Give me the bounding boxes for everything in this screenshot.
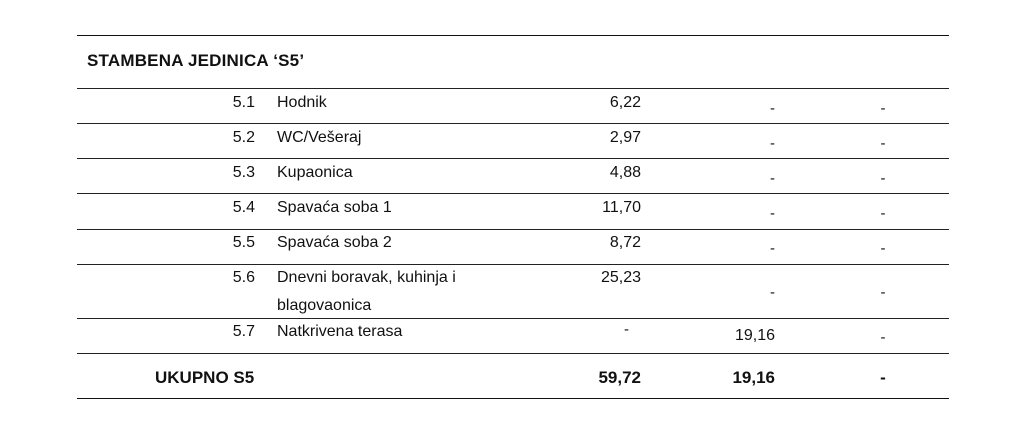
row-number: 5.7	[232, 323, 255, 340]
room-name: Spavaća soba 1	[277, 199, 392, 216]
total-label: UKUPNO S5	[155, 368, 255, 387]
row-divider	[77, 264, 949, 265]
row-divider	[77, 123, 949, 124]
other-value: -	[880, 170, 886, 187]
other-value: -	[880, 284, 886, 301]
total-terrace-value: 19,16	[732, 368, 775, 387]
other-value: -	[880, 135, 886, 152]
row-divider	[77, 353, 949, 354]
row-divider	[77, 318, 949, 319]
area-value: 11,70	[602, 199, 641, 216]
area-value: 4,88	[609, 164, 641, 181]
other-value: -	[880, 240, 886, 257]
terrace-value: -	[770, 284, 775, 301]
table-title: STAMBENA JEDINICA ‘S5’	[87, 51, 305, 70]
row-divider	[77, 88, 949, 89]
row-number: 5.5	[232, 234, 255, 251]
table-bottom-border	[77, 398, 949, 399]
row-divider	[77, 193, 949, 194]
total-other-value: -	[880, 368, 886, 387]
room-name: Natkrivena terasa	[277, 323, 403, 340]
row-divider	[77, 158, 949, 159]
row-number: 5.2	[232, 129, 255, 146]
terrace-value: 19,16	[734, 327, 775, 344]
room-name: Spavaća soba 2	[277, 234, 392, 251]
room-name: Kupaonica	[277, 164, 353, 181]
row-number: 5.4	[232, 199, 255, 216]
terrace-value: -	[770, 135, 775, 152]
table-top-border	[77, 35, 949, 36]
area-value: 8,72	[609, 234, 641, 251]
area-value: 6,22	[609, 94, 641, 111]
row-divider	[77, 229, 949, 230]
room-name: WC/Vešeraj	[277, 129, 362, 146]
other-value: -	[880, 100, 886, 117]
terrace-value: -	[770, 240, 775, 257]
row-number: 5.3	[232, 164, 255, 181]
terrace-value: -	[770, 170, 775, 187]
area-value: 25,23	[600, 269, 641, 286]
total-area-value: 59,72	[598, 368, 641, 387]
room-name: Hodnik	[277, 94, 327, 111]
terrace-value: -	[770, 205, 775, 222]
terrace-value: -	[770, 100, 775, 117]
area-value: -	[624, 321, 629, 338]
row-number: 5.1	[232, 94, 255, 111]
other-value: -	[880, 205, 886, 222]
room-name: Dnevni boravak, kuhinja i blagovaonica	[277, 269, 456, 314]
area-value: 2,97	[609, 129, 641, 146]
row-number: 5.6	[232, 269, 255, 286]
other-value: -	[880, 329, 886, 346]
